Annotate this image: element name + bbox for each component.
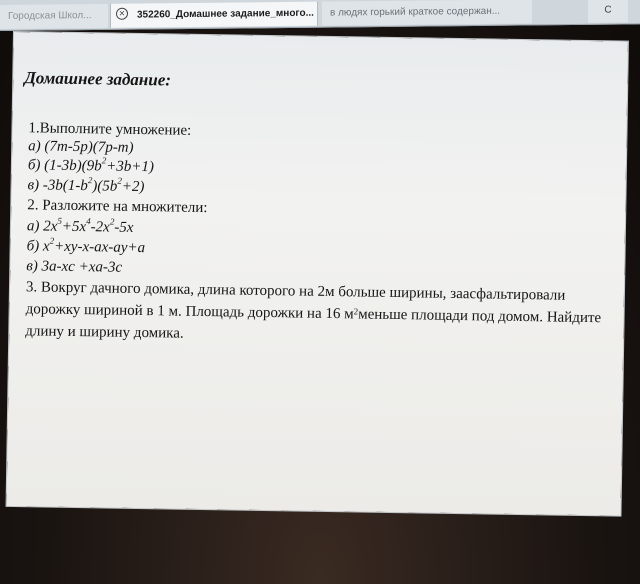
page-title: Домашнее задание: (24, 68, 172, 90)
tab-city-school[interactable]: Городская Школ... (0, 4, 108, 29)
task2-item-a: а) $2x^5+5x^4-2x^2-5x$ (26, 215, 134, 236)
task2-item-b: б) $x^2+xy-x-ax-ay+a$ (26, 235, 146, 257)
task1-item-c: в) $-3b(1-b^2)(5b^2+2)$ (27, 175, 145, 196)
task1-item-b: б) $(1-3b)(9b^2+3b+1)$ (27, 155, 155, 176)
document-page (7, 32, 628, 516)
task1-item-a: а) (7m-5p)(7p-m) (28, 138, 134, 156)
task2-heading: 2. Разложите на множители: (27, 197, 208, 217)
task3-text: 3. Вокруг дачного домика, длина которого на 2м больше ширины, заасфальтировали дорожку шириной в 1 м. Площадь дорожки на 16 $м^2меньше$ площади под домом. Найдите длину и ширину домика. (25, 279, 602, 342)
tab-partial[interactable]: С (588, 0, 628, 23)
tab-gorky-summary[interactable]: в людях горький краткое содержан... (322, 0, 532, 26)
tab-homework-active[interactable]: 352260_Домашнее задание_много... (110, 2, 318, 28)
close-tab-icon[interactable]: × (116, 8, 128, 20)
task1-heading: 1.Выполните умножение: (28, 120, 192, 139)
task2-item-c: в) 3a-xc +xa-3c (26, 258, 123, 276)
